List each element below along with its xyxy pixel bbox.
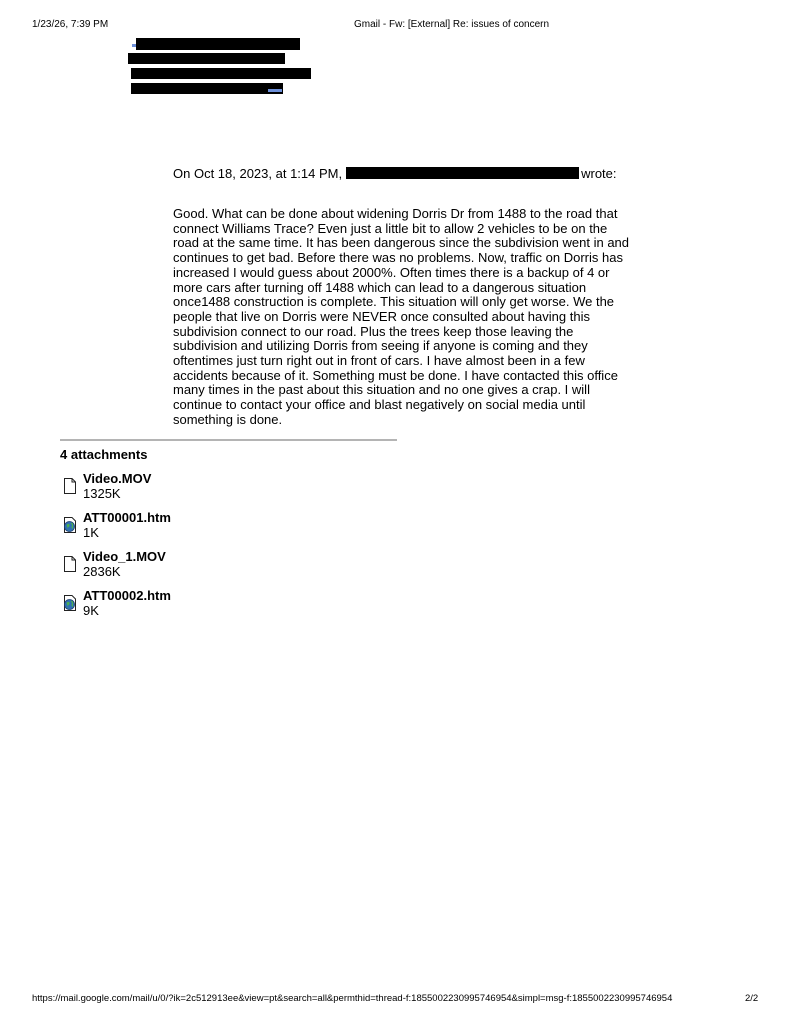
message-body [173, 206, 630, 428]
attachment-size: 2836K [83, 564, 121, 579]
redaction-bar [136, 38, 300, 50]
link-fragment [268, 89, 282, 92]
message-line: oftentimes just turn right out in front of cars. I have almost been in a few [173, 353, 585, 369]
generic-file-icon [62, 555, 78, 573]
redaction-bar [131, 83, 283, 94]
attachments-heading: 4 attachments [60, 447, 148, 462]
print-page-number: 2/2 [745, 993, 759, 1004]
redaction-bar [131, 68, 311, 79]
attachment-size: 9K [83, 603, 99, 618]
message-line: connect Williams Trace? Even just a little bit to allow 2 vehicles to be on the [173, 220, 608, 236]
web-file-icon [62, 594, 78, 612]
message-line: increased I would guess about 2000%. Often times there is a backup of 4 or [173, 264, 610, 280]
message-line: accidents because of it. Something must be done. I have contacted this office [173, 367, 618, 383]
message-line: people that live on Dorris were NEVER once consulted about having this [173, 308, 590, 324]
message-line: subdivision connect to our road. Plus the trees keep those leaving the [173, 323, 574, 339]
attachment-name[interactable]: Video_1.MOV [83, 549, 166, 564]
message-line: more cars after turning off 1488 which can lead to a dangerous situation [173, 279, 587, 295]
attachment-name[interactable]: Video.MOV [83, 471, 152, 486]
message-line: subdivision and utilizing Dorris from seeing if anyone is coming and they [173, 338, 588, 354]
message-line: Good. What can be done about widening Dorris Dr from 1488 to the road that [173, 206, 618, 221]
message-line: many times in the past about this situation and no one gives a crap. I will [173, 382, 590, 398]
quote-intro-suffix: wrote: [581, 166, 617, 181]
attachments-divider [60, 439, 397, 441]
attachment-size: 1325K [83, 486, 121, 501]
redacted-sender [346, 167, 579, 179]
message-line: continues to get bad. Before there was no problems. Now, traffic on Dorris has [173, 250, 623, 266]
message-line: continue to contact your office and blast negatively on social media until [173, 397, 586, 413]
print-datetime: 1/23/26, 7:39 PM [32, 19, 109, 30]
attachment-name[interactable]: ATT00001.htm [83, 510, 171, 525]
message-line: road at the same time. It has been dangerous since the subdivision went in and [173, 235, 630, 251]
print-footer-url: https://mail.google.com/mail/u/0/?ik=2c512913ee&view=pt&search=all&permthid=thread-f:1855002230995746954&simpl=msg-f:1855002230995746954 [32, 993, 673, 1004]
message-line: once1488 construction is complete. This situation will only get worse. We the [173, 294, 615, 310]
generic-file-icon [62, 477, 78, 495]
quote-intro-line [173, 166, 617, 181]
attachment-size: 1K [83, 525, 99, 540]
attachment-name[interactable]: ATT00002.htm [83, 588, 171, 603]
web-file-icon [62, 516, 78, 534]
quote-intro-prefix: On Oct 18, 2023, at 1:14 PM, [173, 166, 343, 181]
message-line: something is done. [173, 411, 283, 427]
print-title: Gmail - Fw: [External] Re: issues of concern [354, 19, 550, 30]
redaction-bar [128, 53, 285, 64]
